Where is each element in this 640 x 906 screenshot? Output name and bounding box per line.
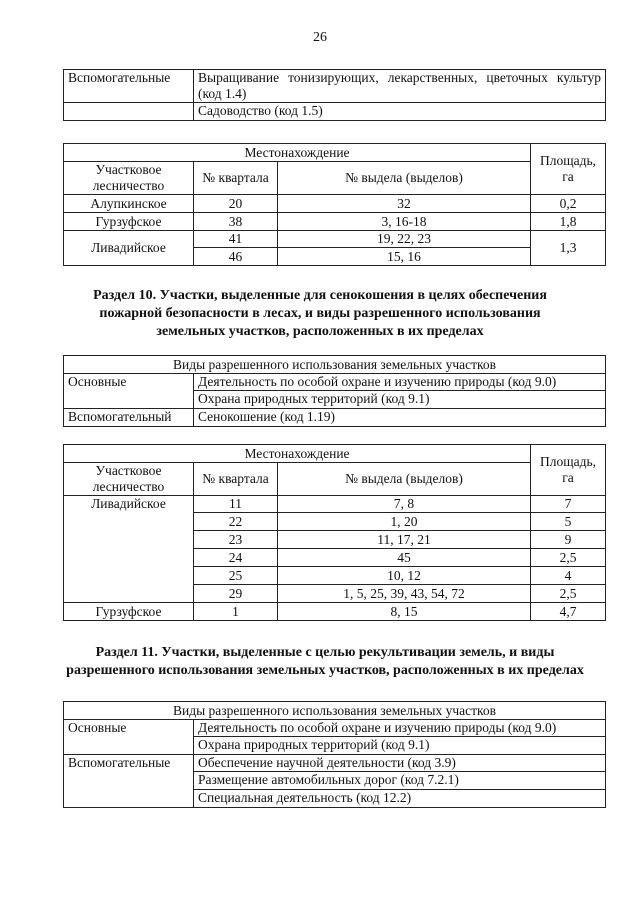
location-header: Местонахождение xyxy=(64,144,531,162)
use-value-cell: Деятельность по особой охране и изучению природы (код 9.0) xyxy=(194,720,606,737)
forestry-header: Участковое лесничество xyxy=(64,162,194,195)
use-value-cell: Обеспечение научной деятельности (код 3.9) xyxy=(194,755,606,772)
use-type-cell: Вспомогательные xyxy=(64,755,194,808)
use-value-cell: Специальная деятельность (код 12.2) xyxy=(194,790,606,808)
section-11-title xyxy=(30,644,620,680)
quarter-cell: 23 xyxy=(194,531,278,549)
allotment-cell: 10, 12 xyxy=(278,567,531,585)
use-value-cell: Размещение автомобильных дорог (код 7.2.1) xyxy=(194,772,606,790)
section-11-title-line: Раздел 11. Участки, выделенные с целью рекультивации земель, и виды xyxy=(95,645,555,660)
table-row xyxy=(64,103,606,121)
quarter-header: № квартала xyxy=(194,463,278,496)
uses-table-continued xyxy=(63,69,606,121)
section-11-uses-table xyxy=(63,701,606,808)
allotment-cell: 1, 5, 25, 39, 43, 54, 72 xyxy=(278,585,531,603)
table-header-row xyxy=(64,702,606,720)
use-type-cell: Основные xyxy=(64,374,194,409)
section-10-title-line: пожарной безопасности в лесах, и виды разрешенного использования xyxy=(99,306,541,321)
section-10-title-line: земельных участков, расположенных в их пределах xyxy=(156,324,484,339)
table-row xyxy=(64,374,606,391)
area-cell: 2,5 xyxy=(531,585,606,603)
quarter-cell: 25 xyxy=(194,567,278,585)
allotment-cell: 3, 16-18 xyxy=(278,213,531,231)
quarter-cell: 1 xyxy=(194,603,278,621)
use-value-cell: Сенокошение (код 1.19) xyxy=(194,409,606,427)
use-value-cell: Выращивание тонизирующих, лекарственных, цветочных культур (код 1.4) xyxy=(194,70,606,103)
use-value-cell: Садоводство (код 1.5) xyxy=(194,103,606,121)
area-cell: 1,8 xyxy=(531,213,606,231)
forestry-cell: Ливадийское xyxy=(64,496,194,603)
table-row xyxy=(64,70,606,103)
area-header: Площадь, га xyxy=(531,445,606,496)
allotment-cell: 19, 22, 23 xyxy=(278,231,531,248)
area-cell: 1,3 xyxy=(531,231,606,266)
use-type-cell: Вспомогательные xyxy=(64,70,194,103)
table-header-row xyxy=(64,445,606,463)
allotment-cell: 45 xyxy=(278,549,531,567)
table-row xyxy=(64,195,606,213)
section-11-title-line: разрешенного использования земельных участков, расположенных в их пределах xyxy=(66,663,584,678)
quarter-cell: 11 xyxy=(194,496,278,513)
allotment-cell: 7, 8 xyxy=(278,496,531,513)
area-header: Площадь, га xyxy=(531,144,606,195)
quarter-cell: 20 xyxy=(194,195,278,213)
location-table xyxy=(63,143,606,266)
table-header-row xyxy=(64,144,606,162)
page-number: 26 xyxy=(313,30,327,45)
use-type-cell xyxy=(64,103,194,121)
table-row xyxy=(64,603,606,621)
forestry-cell: Гурзуфское xyxy=(64,603,194,621)
quarter-cell: 38 xyxy=(194,213,278,231)
allotment-cell: 8, 15 xyxy=(278,603,531,621)
area-cell: 2,5 xyxy=(531,549,606,567)
allotment-header: № выдела (выделов) xyxy=(278,463,531,496)
table-header-row xyxy=(64,356,606,374)
section-10-uses-table xyxy=(63,355,606,427)
area-cell: 0,2 xyxy=(531,195,606,213)
quarter-header: № квартала xyxy=(194,162,278,195)
forestry-cell: Гурзуфское xyxy=(64,213,194,231)
table-row xyxy=(64,231,606,248)
area-cell: 9 xyxy=(531,531,606,549)
uses-header: Виды разрешенного использования земельных участков xyxy=(64,356,606,374)
use-value-cell: Деятельность по особой охране и изучению природы (код 9.0) xyxy=(194,374,606,391)
table-row xyxy=(64,496,606,513)
quarter-cell: 22 xyxy=(194,513,278,531)
quarter-cell: 46 xyxy=(194,248,278,266)
use-type-cell: Основные xyxy=(64,720,194,755)
area-cell: 7 xyxy=(531,496,606,513)
use-value-cell: Охрана природных территорий (код 9.1) xyxy=(194,737,606,755)
allotment-cell: 1, 20 xyxy=(278,513,531,531)
area-cell: 4,7 xyxy=(531,603,606,621)
use-value-cell: Охрана природных территорий (код 9.1) xyxy=(194,391,606,409)
forestry-header: Участковое лесничество xyxy=(64,463,194,496)
quarter-cell: 41 xyxy=(194,231,278,248)
allotment-header: № выдела (выделов) xyxy=(278,162,531,195)
section-10-title xyxy=(40,287,600,341)
area-cell: 4 xyxy=(531,567,606,585)
area-cell: 5 xyxy=(531,513,606,531)
allotment-cell: 15, 16 xyxy=(278,248,531,266)
table-header-row xyxy=(64,463,606,496)
section-10-title-line: Раздел 10. Участки, выделенные для сенокошения в целях обеспечения xyxy=(93,288,547,303)
allotment-cell: 32 xyxy=(278,195,531,213)
section-10-location-table xyxy=(63,444,606,621)
location-header: Местонахождение xyxy=(64,445,531,463)
table-row xyxy=(64,409,606,427)
uses-header: Виды разрешенного использования земельных участков xyxy=(64,702,606,720)
quarter-cell: 29 xyxy=(194,585,278,603)
quarter-cell: 24 xyxy=(194,549,278,567)
use-type-cell: Вспомогательный xyxy=(64,409,194,427)
table-row xyxy=(64,213,606,231)
forestry-cell: Ливадийское xyxy=(64,231,194,266)
forestry-cell: Алупкинское xyxy=(64,195,194,213)
table-header-row xyxy=(64,162,606,195)
table-row xyxy=(64,720,606,737)
table-row xyxy=(64,755,606,772)
allotment-cell: 11, 17, 21 xyxy=(278,531,531,549)
